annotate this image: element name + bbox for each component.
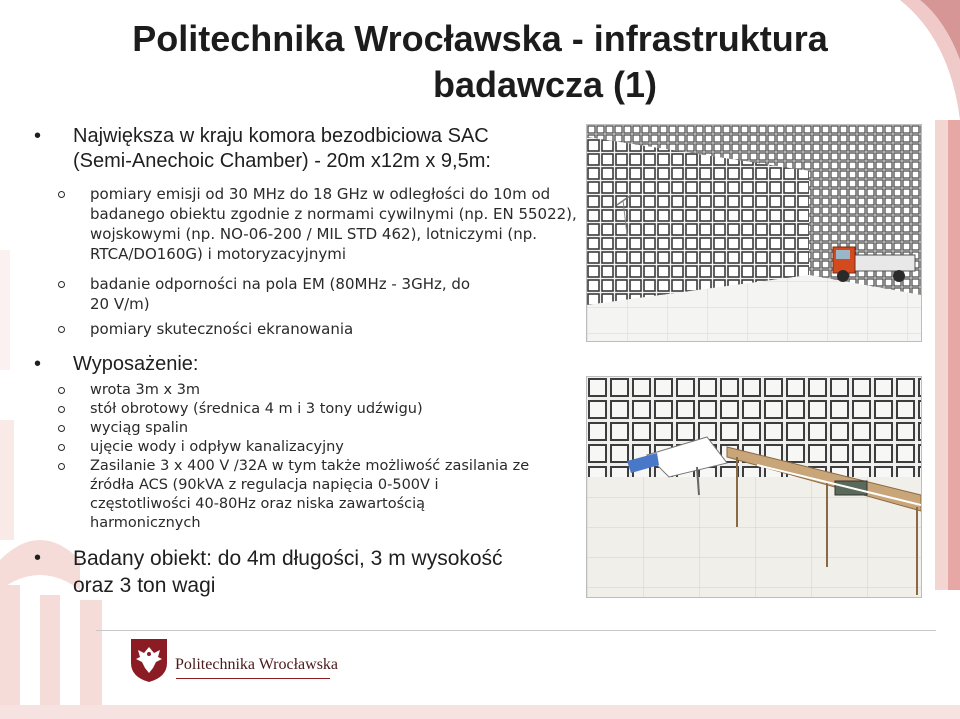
bullet-list xyxy=(34,124,582,599)
footer-divider xyxy=(96,630,936,631)
slide-title xyxy=(60,16,900,108)
sub-bullet-turntable: stół obrotowy (średnica 4 m i 3 tony udźwigu) xyxy=(34,400,582,419)
chamber-sublist xyxy=(34,184,582,339)
sub-bullet-immunity: badanie odporności na pola EM (80MHz - 3GHz, do 20 V/m) xyxy=(34,274,496,314)
sub-bullet-gate: wrota 3m x 3m xyxy=(34,381,582,400)
footer-name-underline xyxy=(176,678,330,679)
bullet-equipment xyxy=(34,352,582,377)
chamber-table-illustration xyxy=(587,377,921,597)
university-eagle-logo-icon xyxy=(128,637,170,683)
bullet-chamber-line-2: (Semi-Anechoic Chamber) - 20m x12m x 9,5m: xyxy=(73,150,491,172)
bullet-test-object-line-2: oraz 3 ton wagi xyxy=(73,574,216,597)
bullet-test-object xyxy=(34,545,582,599)
footer-institution-name: Politechnika Wrocławska xyxy=(175,656,339,673)
photo-chamber-vehicle xyxy=(586,124,922,342)
sub-bullet-power: Zasilanie 3 x 400 V /32A w tym także możliwość zasilania ze źródła ACS (90kVA z regulacja napięcia 0-500V i częstotliwości 40-80Hz oraz niska zawartością harmonicznych xyxy=(34,457,536,533)
bullet-equipment-label: • Wyposażenie: xyxy=(73,353,199,375)
sub-bullet-water: ujęcie wody i odpływ kanalizacyjny xyxy=(34,438,582,457)
bullet-test-object-line-1: • Badany obiekt: do 4m długości, 3 m wysokość xyxy=(73,547,503,570)
bullet-chamber-line-1: • Największa w kraju komora bezodbiciowa SAC xyxy=(73,125,489,147)
sub-bullet-shielding: pomiary skuteczności ekranowania xyxy=(34,319,582,339)
bullet-chamber xyxy=(34,124,582,174)
title-line-1: Politechnika Wrocławska - infrastruktura xyxy=(132,18,828,59)
equipment-sublist xyxy=(34,381,582,533)
title-line-2: badawcza (1) xyxy=(432,64,658,105)
photo-chamber-table xyxy=(586,376,922,598)
chamber-vehicle-illustration xyxy=(587,125,921,341)
sub-bullet-emission: pomiary emisji od 30 MHz do 18 GHz w odległości do 10m od badanego obiektu zgodnie z normami cywilnymi (np. EN 55022), wojskowymi (np. NO-06-200 / MIL STD 462), lotniczymi (np. RTCA/DO160G) i motoryzacyjnymi xyxy=(34,184,582,264)
sub-bullet-exhaust: wyciąg spalin xyxy=(34,419,582,438)
